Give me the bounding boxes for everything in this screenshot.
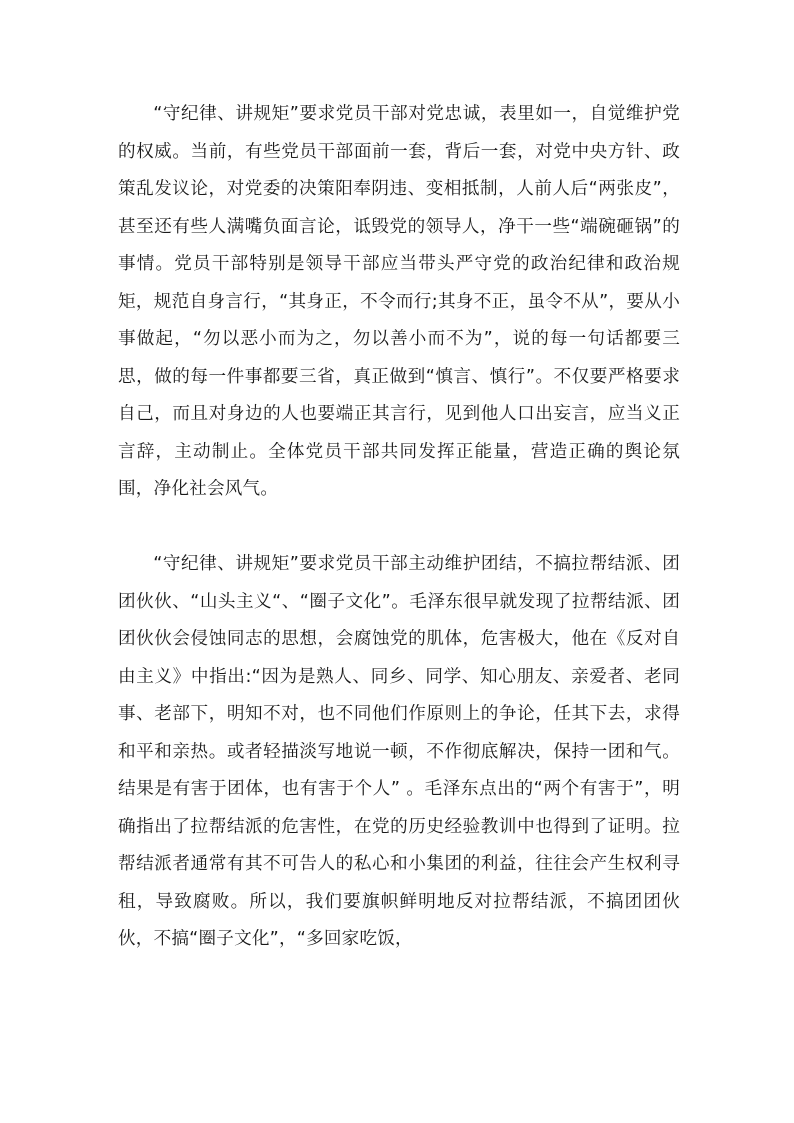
document-body: [118, 96, 680, 959]
paragraph-loyalty: “守纪律、讲规矩”要求党员干部对党忠诚，表里如一，自觉维护党的权威。当前，有些党员干部面前一套，背后一套，对党中央方针、政策乱发议论，对党委的决策阳奉阴违、变相抵制，人前人后“两张皮”，甚至还有些人满嘴负面言论，诋毁党的领导人，净干一些“端碗砸锅”的事情。党员干部特别是领导干部应当带头严守党的政治纪律和政治规矩，规范自身言行，“其身正，不令而行;其身不正，虽令不从”，要从小事做起，“勿以恶小而为之，勿以善小而不为”，说的每一句话都要三思，做的每一件事都要三省，真正做到“慎言、慎行”。不仅要严格要求自己，而且对身边的人也要端正其言行，见到他人口出妄言，应当义正言辞，主动制止。全体党员干部共同发挥正能量，营造正确的舆论氛围，净化社会风气。: [118, 104, 680, 499]
paragraph-unity: “守纪律、讲规矩”要求党员干部主动维护团结，不搞拉帮结派、团团伙伙、“山头主义“、“圈子文化”。毛泽东很早就发现了拉帮结派、团团伙伙会侵蚀同志的思想，会腐蚀党的肌体，危害极大，他在《反对自由主义》中指出:“因为是熟人、同乡、同学、知心朋友、亲爱者、老同事、老部下，明知不对，也不同他们作原则上的争论，任其下去，求得和平和亲热。或者轻描淡写地说一顿，不作彻底解决，保持一团和气。结果是有害于团体，也有害于个人” 。毛泽东点出的“两个有害于”，明确指出了拉帮结派的危害性，在党的历史经验教训中也得到了证明。拉帮结派者通常有其不可告人的私心和小集团的利益，往往会产生权利寻租，导致腐败。所以，我们要旗帜鲜明地反对拉帮结派，不搞团团伙伙，不搞“圈子文化”，“多回家吃饭，: [118, 554, 680, 949]
